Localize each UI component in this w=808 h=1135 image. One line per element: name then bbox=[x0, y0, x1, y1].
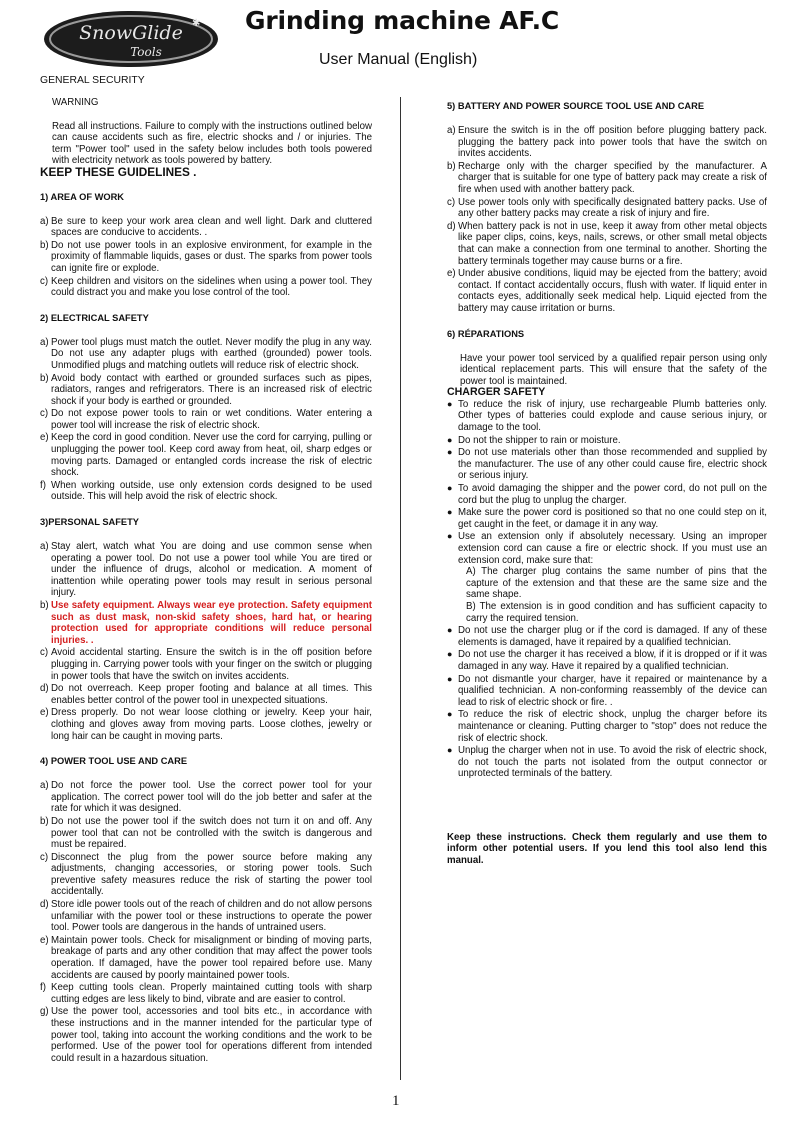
list-item: a) Do not force the power tool. Use the correct power tool for your application. The correct power tool will do the job better and safer at the rate for which it was designed. bbox=[40, 780, 372, 815]
section-1-heading: 1) AREA OF WORK bbox=[40, 191, 125, 202]
section-3-heading: 3)PERSONAL SAFETY bbox=[40, 517, 140, 528]
bullet-text: Use an extension only if absolutely necessary. Using an improper extension cord can cause a fire or electric shock. If you must use an extension cord, make sure that: bbox=[458, 531, 767, 566]
bullet-item: ● Make sure the power cord is positioned so that no one could step on it, get caught in the feet, or damage it in any way. bbox=[447, 507, 767, 530]
list-item: e) Under abusive conditions, liquid may be ejected from the battery; avoid contact. If contact accidentally occurs, flush with water. If liquid enter in contacts eyes, additionally seek medical help. Liquid ejected from the battery may cause irritation or burns. bbox=[447, 268, 767, 314]
list-item: b) Do not use the power tool if the switch does not turn it on and off. Any power tool that can not be controlled with the switch is dangerous and must be repaired. bbox=[40, 815, 372, 851]
list-item: c) Do not expose power tools to rain or wet conditions. Water entering a power tool will increase the risk of electric shock. bbox=[40, 408, 372, 431]
section-5-heading: 5) BATTERY AND POWER SOURCE TOOL USE AND CARE bbox=[447, 101, 705, 111]
snowglide-logo bbox=[42, 9, 220, 69]
bullet-item: ● To reduce the risk of injury, use rechargeable Plumb batteries only. Other types of batteries could explode and cause serious injury, or damage to the tool. bbox=[447, 398, 767, 434]
list-item: c) Avoid accidental starting. Ensure the switch is in the off position before plugging in. Carrying power tools with your finger on the switch or plugging in power tools that have the switch on invites accidents. bbox=[40, 647, 372, 682]
bullet-item: ● Do not use the charger plug or if the cord is damaged. If any of these elements is damaged, have it repaired by a qualified technician. bbox=[447, 625, 767, 648]
charger-safety-heading: CHARGER SAFETY bbox=[447, 386, 546, 399]
list-item: g) Use the power tool, accessories and tool bits etc., in accordance with these instructions and in the manner intended for the particular type of power tool, taking into account the working conditions and the work to be performed. Use of the power tool for operations different from intended could result in a hazardous situation. bbox=[40, 1006, 372, 1064]
bullet-item: ● To avoid damaging the shipper and the power cord, do not pull on the cord but the plug to unplug the charger. bbox=[447, 483, 767, 506]
document-title: Grinding machine AF.C bbox=[245, 6, 560, 35]
list-item: c) Keep children and visitors on the sidelines when using a power tool. They could distract you and make you lose control of the tool. bbox=[40, 275, 372, 299]
bullet-item: ● Do not dismantle your charger, have it repaired or maintenance by a qualified technician. A non-conforming reassembly of the device can lead to risk of electric shock or fire. . bbox=[447, 673, 767, 708]
list-item: e) Keep the cord in good condition. Never use the cord for carrying, pulling or unplugging the power tool. Keep cord away from heat, oil, sharp edges or moving parts. Damaged or entangled cords increase the risk of electric shock. bbox=[40, 432, 372, 479]
right-column bbox=[447, 97, 767, 867]
list-item: c) Disconnect the plug from the power source before making any adjustments, changing accessories, or storing power tools. Such preventive safety measures reduce the risk of starting the power tool accidentally. bbox=[40, 851, 372, 898]
list-item: d) When battery pack is not in use, keep it away from other metal objects like paper clips, coins, keys, nails, screws, or other small metal objects that can make a connection from one terminal to another. Shorting the battery terminals together may cause burns or a fire. bbox=[447, 220, 767, 267]
list-item: b) Avoid body contact with earthed or grounded surfaces such as pipes, radiators, ranges and refrigerators. There is an increased risk of electric shock if your body is earthed or grounded. bbox=[40, 372, 372, 407]
intro-paragraph: Read all instructions. Failure to comply with the instructions outlined below can cause accidents such as fire, electric shocks and / or injuries. The term "Power tool" used in the safety below includes both tools powered with electricity network as tools powered by battery. bbox=[52, 120, 372, 167]
svg-text:✱: ✱ bbox=[192, 18, 201, 29]
list-item: a) Be sure to keep your work area clean and well light. Dark and cluttered spaces are conducive to accidents. . bbox=[40, 215, 372, 239]
bullet-item: ● Unplug the charger when not in use. To avoid the risk of electric shock, do not touch the parts not isolated from the output connector or unprotected terminals of the battery. bbox=[447, 745, 767, 780]
list-item: b) Recharge only with the charger specified by the manufacturer. A charger that is suitable for one type of battery pack may create a risk of fire when used with another battery pack. bbox=[447, 160, 767, 195]
list-item: a) Stay alert, watch what You are doing and use common sense when operating a power tool. Do not use a power tool while You are tired or under the influence of drugs, alcohol or medication. A moment of inattention while operating power tools may result in serious personal injury. bbox=[40, 541, 372, 599]
list-item: e) Dress properly. Do not wear loose clothing or jewelry. Keep your hair, clothing and gloves away from moving parts. Loose clothes, jewelry or long hair can be caught in moving parts. bbox=[40, 707, 372, 742]
section-6-heading: 6) RÉPARATIONS bbox=[447, 328, 525, 339]
list-item: a) Ensure the switch is in the off position before plugging battery pack. plugging the battery pack into power tools that have the switch on invites accidents. bbox=[447, 125, 767, 160]
list-item: d) Store idle power tools out of the reach of children and do not allow persons unfamiliar with the power tool or these instructions to operate the power tool. Power tools are dangerous in the hands of untrained users. bbox=[40, 899, 372, 934]
section-4-heading: 4) POWER TOOL USE AND CARE bbox=[40, 756, 188, 767]
list-item: f) When working outside, use only extension cords designed to be used outside. This will help avoid the risk of electric shock. bbox=[40, 479, 372, 503]
list-item: d) Do not overreach. Keep proper footing and balance at all times. This enables better control of the power tool in unexpected situations. bbox=[40, 683, 372, 706]
svg-text:SnowGlide: SnowGlide bbox=[79, 22, 183, 44]
list-item: c) Use power tools only with specifically designated battery packs. Use of any other battery packs may create a risk of injury and fire. bbox=[447, 196, 767, 220]
bullet-item: ● Do not use materials other than those recommended and supplied by the manufacturer. The use of any other could cause fire, electric shock or serious injury. bbox=[447, 447, 767, 482]
list-item: a) Power tool plugs must match the outlet. Never modify the plug in any way. Do not use any adapter plugs with earthed (grounded) power tools. Unmodified plugs and matching outlets will reduce risk of electric shock. bbox=[40, 336, 372, 371]
list-item: f) Keep cutting tools clean. Properly maintained cutting tools with sharp cutting edges are less likely to bind, vibrate and are easier to control. bbox=[40, 982, 372, 1005]
sub-item-a: A) The charger plug contains the same number of pins that the capture of the extension and that these are the same size and the same shape. bbox=[466, 566, 767, 601]
column-divider bbox=[400, 97, 401, 1080]
list-item: e) Maintain power tools. Check for misalignment or binding of moving parts, breakage of parts and any other condition that may affect the power tools operation. If damaged, have the power tool repaired before use. Many accidents are caused by poorly maintained power tools. bbox=[40, 934, 372, 981]
left-column bbox=[40, 97, 372, 1065]
bullet-item: ● Use an extension only if absolutely necessary. Using an improper extension cord can cause a fire or electric shock. If you must use an extension cord, make sure that: A) The charger plug contains the same number of pins that the capture of the extension and that these are the same size and the same shape. B) The extension is in good condition and has sufficient capacity to carry the required tension. bbox=[447, 531, 767, 624]
closing-note: Keep these instructions. Check them regularly and use them to inform other potential users. If you lend this tool also lend this manual. bbox=[447, 831, 767, 867]
general-security-label: GENERAL SECURITY bbox=[40, 75, 145, 86]
section-2-heading: 2) ELECTRICAL SAFETY bbox=[40, 312, 149, 323]
repairs-paragraph: Have your power tool serviced by a qualified repair person using only identical replacement parts. This will ensure that the safety of the power tool is maintained. bbox=[460, 352, 767, 387]
document-subtitle: User Manual (English) bbox=[319, 51, 478, 68]
bullet-item: ● To reduce the risk of electric shock, unplug the charger before its maintenance or cleaning. Putting charger to "stop" does not reduce the risk of electric shock. bbox=[447, 709, 767, 744]
bullet-item: ● Do not use the charger it has received a blow, if it is dropped or if it was damaged in any way. Have it repaired by a qualified technician. bbox=[447, 649, 767, 672]
list-item: b) Do not use power tools in an explosive environment, for example in the proximity of flammable liquids, gases or dust. The sparks from power tools can ignite fire or explode. bbox=[40, 239, 372, 274]
page-number: 1 bbox=[392, 1093, 400, 1109]
list-item-highlighted: b) Use safety equipment. Always wear eye protection. Safety equipment such as dust mask, non-skid safety shoes, hard hat, or hearing protection used for appropriate conditions will reduce personal injuries. . bbox=[40, 600, 372, 646]
keep-guidelines-heading: KEEP THESE GUIDELINES . bbox=[40, 164, 197, 179]
sub-item-b: B) The extension is in good condition and has sufficient capacity to carry the required tension. bbox=[466, 600, 767, 624]
warning-label: WARNING bbox=[52, 97, 99, 108]
svg-text:Tools: Tools bbox=[130, 45, 162, 59]
bullet-item: ● Do not the shipper to rain or moisture. bbox=[447, 434, 621, 446]
